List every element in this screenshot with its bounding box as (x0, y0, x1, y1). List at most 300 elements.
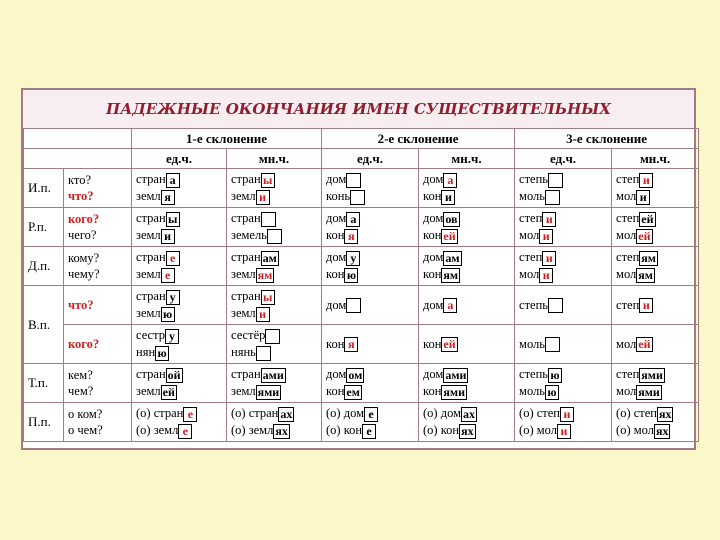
question-cell (64, 325, 132, 364)
number-header-row (24, 149, 699, 169)
word-stem: моль (519, 384, 545, 398)
word-form (231, 227, 321, 244)
declension-header-row (24, 129, 699, 149)
word-form (423, 188, 514, 205)
ending-box: у (346, 251, 360, 266)
word-form (326, 249, 418, 266)
word-form (136, 344, 226, 361)
word-form (231, 188, 321, 205)
word-stem: дом (326, 172, 347, 186)
ending-box: ях (658, 406, 672, 421)
zero-ending-box (346, 298, 361, 313)
word-form (616, 366, 698, 383)
ending-box: е (183, 407, 197, 422)
ending-box: ей (162, 384, 175, 399)
word-stem: кон (423, 384, 442, 398)
word-stem: стран (136, 211, 166, 225)
word-stem: дом (423, 172, 444, 186)
ending-box: и (539, 268, 553, 283)
word-form (136, 227, 226, 244)
ending-box: ей (443, 228, 456, 243)
ending-box: е (178, 424, 192, 439)
ending-box: ах (463, 406, 475, 421)
word-form (136, 366, 226, 383)
word-stem: земл (136, 384, 161, 398)
ending-box: у (165, 329, 179, 344)
ending-box: а (346, 212, 360, 227)
word-form (423, 366, 514, 383)
ending-box: ами (262, 367, 284, 382)
zero-ending-box (267, 229, 282, 244)
word-cell (515, 325, 612, 364)
word-form (231, 327, 321, 344)
word-form (616, 405, 698, 422)
word-form (423, 383, 514, 400)
word-stem: сестр (136, 328, 165, 342)
word-cell (227, 325, 322, 364)
word-cell (612, 286, 699, 325)
word-stem: земл (136, 228, 161, 242)
word-stem: земл (136, 267, 161, 281)
question-cell (64, 403, 132, 442)
word-form (423, 171, 514, 188)
word-form (136, 188, 226, 205)
case-cell (24, 169, 64, 208)
declension-sheet (21, 88, 696, 450)
ending-box: и (539, 229, 553, 244)
table-row (24, 247, 699, 286)
word-form (616, 171, 698, 188)
ending-box: ам (445, 250, 460, 265)
word-cell (612, 325, 699, 364)
word-cell (515, 286, 612, 325)
word-stem: кон (326, 267, 345, 281)
word-stem: моль (519, 336, 545, 351)
word-stem: кон (326, 228, 345, 242)
ending-box: ей (443, 337, 456, 352)
word-stem: степ (616, 211, 640, 225)
ending-box: ы (261, 290, 275, 305)
word-form (616, 249, 698, 266)
case-label: Р.п. (28, 219, 48, 234)
case-question: кем? (68, 368, 93, 382)
ending-box: и (560, 407, 574, 422)
ending-box: ях (655, 423, 669, 438)
ending-box: ю (155, 346, 169, 361)
word-cell (132, 325, 227, 364)
case-cell (24, 208, 64, 247)
ending-box: ю (545, 385, 559, 400)
word-form (136, 383, 226, 400)
word-form (136, 422, 226, 439)
number-header: мн.ч. (419, 149, 515, 169)
question-cell (64, 169, 132, 208)
ending-box: и (256, 307, 270, 322)
word-form (136, 171, 226, 188)
ending-box: я (161, 190, 175, 205)
word-form (136, 288, 226, 305)
ending-box: ях (275, 423, 288, 438)
word-stem: кон (423, 189, 442, 203)
word-form (231, 366, 321, 383)
word-stem: (о) дом (423, 406, 461, 420)
word-stem: (о) стран (231, 406, 279, 420)
word-form (326, 422, 418, 439)
word-stem: дом (326, 250, 347, 264)
word-stem: стран (136, 172, 166, 186)
case-label: В.п. (28, 316, 51, 332)
declension-header: 2-е склонение (322, 129, 515, 149)
case-question: кто? (68, 173, 92, 187)
ending-box: и (639, 173, 653, 188)
ending-box: ями (638, 384, 660, 399)
word-stem: степ (616, 172, 640, 186)
zero-ending-box (350, 190, 365, 205)
ending-box: ой (167, 367, 181, 382)
zero-ending-box (545, 190, 560, 205)
word-stem: нянь (231, 345, 256, 359)
ending-box: е (364, 407, 378, 422)
word-form (519, 188, 611, 205)
word-cell (322, 403, 419, 442)
ending-box: и (256, 190, 270, 205)
ending-box: и (441, 190, 455, 205)
word-stem: мол (519, 267, 540, 281)
word-stem: стран (231, 250, 261, 264)
word-stem: степь (519, 172, 548, 186)
page-title: ПАДЕЖНЫЕ ОКОНЧАНИЯ ИМЕН СУЩЕСТВИТЕЛЬНЫХ (23, 90, 694, 129)
word-form (616, 227, 698, 244)
word-form (519, 227, 611, 244)
declension-header: 1-е склонение (132, 129, 322, 149)
case-cell (24, 364, 64, 403)
table-row (24, 403, 699, 442)
word-form (326, 227, 418, 244)
word-form (326, 210, 418, 227)
word-form (519, 266, 611, 283)
word-form (423, 210, 514, 227)
ending-box: и (636, 190, 650, 205)
word-stem: нян (136, 345, 156, 359)
question-cell (64, 286, 132, 325)
word-stem: стран (136, 289, 166, 303)
word-cell (612, 403, 699, 442)
word-form (326, 405, 418, 422)
word-form (616, 336, 698, 353)
number-header: мн.ч. (612, 149, 699, 169)
word-form (231, 305, 321, 322)
word-form (231, 249, 321, 266)
word-stem: степь (519, 297, 548, 312)
ending-box: у (166, 290, 180, 305)
case-question: чего? (68, 228, 97, 242)
word-stem: степ (616, 250, 640, 264)
word-form (326, 383, 418, 400)
word-stem: земл (136, 189, 161, 203)
word-form (136, 327, 226, 344)
ending-box: ям (641, 250, 656, 265)
word-cell (322, 286, 419, 325)
word-cell (322, 364, 419, 403)
word-stem: земель (231, 228, 267, 242)
word-form (616, 297, 698, 314)
word-form (616, 188, 698, 205)
word-cell (612, 247, 699, 286)
word-form (519, 383, 611, 400)
word-cell (322, 208, 419, 247)
ending-box: е (362, 424, 376, 439)
word-stem: мол (519, 228, 540, 242)
word-form (423, 266, 514, 283)
word-stem: земл (136, 306, 161, 320)
table-body (24, 169, 699, 442)
word-stem: мол (616, 336, 637, 351)
ending-box: ами (445, 367, 467, 382)
ending-box: ы (261, 173, 275, 188)
word-stem: (о) мол (616, 423, 654, 437)
word-form (519, 249, 611, 266)
word-stem: стран (136, 250, 166, 264)
question-cell (64, 364, 132, 403)
question-cell (64, 247, 132, 286)
word-stem: мол (616, 384, 637, 398)
ending-box: я (344, 229, 358, 244)
word-stem: дом (326, 297, 347, 312)
corner-cell (24, 129, 132, 149)
word-stem: дом (326, 367, 347, 381)
word-form (616, 210, 698, 227)
word-stem: кон (423, 267, 442, 281)
word-form (231, 422, 321, 439)
word-stem: земл (231, 384, 256, 398)
number-header: ед.ч. (515, 149, 612, 169)
case-question: чем? (68, 384, 94, 398)
word-stem: дом (423, 211, 444, 225)
word-stem: (о) земл (231, 423, 274, 437)
word-form (231, 171, 321, 188)
word-form (231, 266, 321, 283)
table-row (24, 364, 699, 403)
word-form (231, 288, 321, 305)
word-stem: мол (616, 267, 637, 281)
ending-box: и (542, 212, 556, 227)
word-stem: степь (519, 367, 548, 381)
ending-box: ю (548, 368, 562, 383)
word-form (136, 266, 226, 283)
word-form (423, 336, 514, 353)
word-cell (227, 247, 322, 286)
case-question: о ком? (68, 407, 103, 421)
word-form (519, 210, 611, 227)
word-cell (612, 208, 699, 247)
number-header: ед.ч. (322, 149, 419, 169)
case-label: Т.п. (28, 375, 49, 390)
ending-box: ах (280, 406, 293, 421)
word-form (423, 249, 514, 266)
word-form (136, 210, 226, 227)
word-cell (227, 364, 322, 403)
word-form (326, 297, 418, 314)
number-header: мн.ч. (227, 149, 322, 169)
case-label: П.п. (28, 414, 51, 429)
word-cell (515, 169, 612, 208)
word-stem: кон (423, 228, 442, 242)
ending-box: ями (443, 384, 465, 399)
word-stem: (о) мол (519, 423, 557, 437)
ending-box: ом (348, 367, 363, 382)
zero-ending-box (261, 212, 276, 227)
word-form (616, 266, 698, 283)
case-label: И.п. (28, 180, 51, 195)
word-cell (132, 286, 227, 325)
case-question: чему? (68, 267, 100, 281)
zero-ending-box (548, 173, 563, 188)
word-cell (132, 169, 227, 208)
word-cell (227, 169, 322, 208)
ending-box: и (557, 424, 571, 439)
ending-box: и (161, 229, 175, 244)
word-form (326, 336, 418, 353)
word-form (326, 366, 418, 383)
word-stem: кон (423, 336, 442, 351)
word-form (423, 405, 514, 422)
word-cell (419, 208, 515, 247)
case-cell (24, 403, 64, 442)
ending-box: ю (161, 307, 175, 322)
word-stem: кон (326, 384, 345, 398)
ending-box: е (166, 251, 180, 266)
word-stem: мол (616, 228, 637, 242)
word-stem: стран (136, 367, 166, 381)
word-stem: дом (423, 250, 444, 264)
word-stem: степ (616, 297, 640, 312)
word-stem: земл (231, 189, 256, 203)
ending-box: ям (638, 267, 653, 282)
word-form (136, 405, 226, 422)
word-cell (227, 208, 322, 247)
word-stem: (о) кон (326, 423, 363, 437)
word-stem: (о) дом (326, 406, 364, 420)
ending-box: ем (346, 384, 360, 399)
word-cell (419, 169, 515, 208)
word-cell (419, 286, 515, 325)
ending-box: ям (257, 267, 273, 282)
ending-box: ями (641, 367, 663, 382)
ending-box: ей (641, 211, 654, 226)
word-stem: (о) стран (136, 406, 184, 420)
word-stem: стран (231, 172, 261, 186)
case-question: кого? (68, 337, 100, 351)
ending-box: ях (461, 423, 474, 438)
zero-ending-box (548, 298, 563, 313)
word-form (231, 210, 321, 227)
ending-box: а (166, 173, 180, 188)
word-form (326, 266, 418, 283)
zero-ending-box (256, 346, 271, 361)
word-cell (612, 364, 699, 403)
word-stem: моль (519, 189, 545, 203)
ending-box: ей (638, 228, 651, 243)
table-row (24, 169, 699, 208)
ending-box: ам (262, 250, 277, 265)
word-cell (515, 364, 612, 403)
word-stem: стран (231, 211, 261, 225)
zero-ending-box (545, 337, 560, 352)
number-header: ед.ч. (132, 149, 227, 169)
word-form (519, 297, 611, 314)
word-form (519, 366, 611, 383)
table-row (24, 325, 699, 364)
word-cell (132, 208, 227, 247)
word-cell (322, 247, 419, 286)
ending-box: ями (257, 384, 280, 399)
word-stem: (о) степ (616, 406, 657, 420)
word-form (519, 422, 611, 439)
word-stem: кон (326, 336, 345, 351)
question-cell (64, 208, 132, 247)
word-cell (132, 364, 227, 403)
word-stem: дом (326, 211, 347, 225)
ending-box: я (344, 337, 358, 352)
word-stem: мол (616, 189, 637, 203)
case-question: о чем? (68, 423, 103, 437)
word-form (519, 171, 611, 188)
word-stem: стран (231, 367, 261, 381)
word-cell (227, 403, 322, 442)
word-cell (612, 169, 699, 208)
word-cell (419, 325, 515, 364)
ending-box: ы (166, 212, 180, 227)
word-stem: (о) кон (423, 423, 460, 437)
ending-box: ей (638, 337, 651, 352)
zero-ending-box (265, 329, 280, 344)
case-question: кого? (68, 212, 100, 226)
word-cell (227, 286, 322, 325)
word-form (326, 171, 418, 188)
word-stem: степ (519, 211, 543, 225)
ending-box: а (443, 173, 457, 188)
word-form (136, 249, 226, 266)
declension-header: 3-е склонение (515, 129, 699, 149)
word-form (423, 422, 514, 439)
case-cell (24, 286, 64, 364)
word-cell (132, 403, 227, 442)
word-form (519, 336, 611, 353)
word-form (231, 383, 321, 400)
zero-ending-box (346, 173, 361, 188)
word-form (423, 297, 514, 314)
table-row (24, 208, 699, 247)
ending-box: и (542, 251, 556, 266)
word-form (423, 227, 514, 244)
word-stem: степ (616, 367, 640, 381)
ending-box: а (443, 298, 457, 313)
word-stem: сестёр (231, 328, 266, 342)
word-cell (419, 364, 515, 403)
word-stem: дом (423, 367, 444, 381)
word-cell (515, 208, 612, 247)
word-cell (419, 403, 515, 442)
case-question: кому? (68, 251, 100, 265)
word-cell (322, 169, 419, 208)
word-stem: (о) земл (136, 423, 179, 437)
word-stem: земл (231, 267, 256, 281)
endings-table (23, 128, 699, 442)
case-question: что? (68, 298, 94, 312)
word-form (616, 383, 698, 400)
word-form (519, 405, 611, 422)
corner-cell (24, 149, 132, 169)
